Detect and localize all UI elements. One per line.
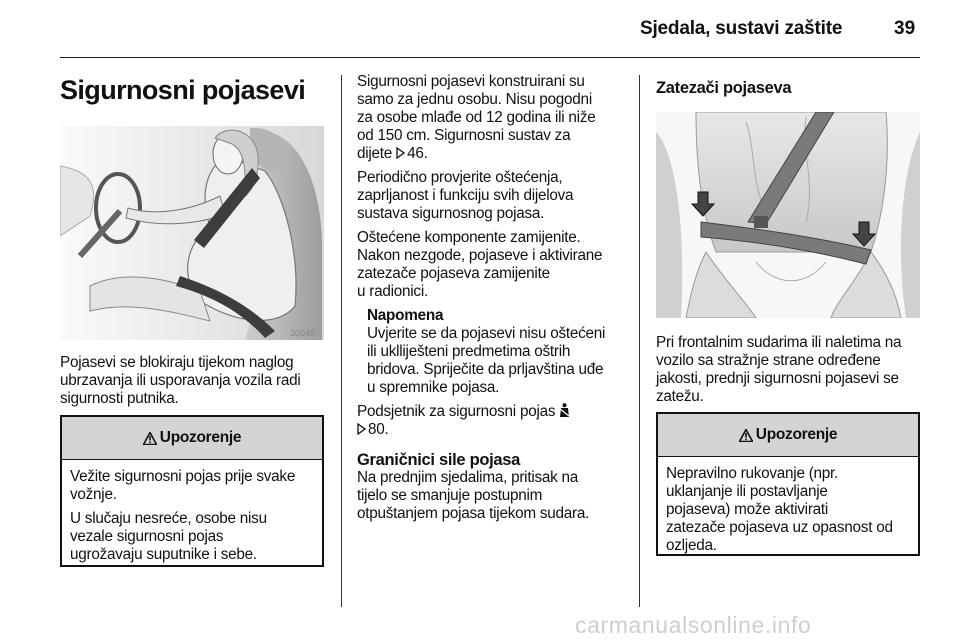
text-line: Nakon nezgode, pojaseve i aktivirane (357, 247, 603, 264)
text-line: Podsjetnik za sigurnosni pojas (357, 403, 556, 420)
text-line: ugrožavaju suputnike i sebe. (70, 546, 257, 563)
text-line: bridova. Spriječite da prljavština uđe (367, 361, 604, 378)
section-heading: Sigurnosni pojasevi (60, 75, 306, 105)
text-line: pojaseva) može aktivirati (666, 501, 829, 518)
warning-header (658, 414, 918, 457)
warning-title: Upozorenje (159, 429, 242, 446)
text-line: od 150 cm. Sigurnosni sustav za (357, 127, 571, 144)
text-line: vožnje. (70, 486, 117, 503)
page-reference-arrow-icon (357, 423, 366, 435)
warning-box-left (60, 415, 324, 567)
text-line: vozilo sa stražnje strane određene (656, 352, 881, 369)
column-divider-left (341, 75, 342, 607)
text-line: Vežite sigurnosni pojas prije svake (70, 468, 296, 485)
text-line: Pri frontalnim sudarima ili naletima na (656, 334, 902, 351)
warning-title: Upozorenje (755, 426, 838, 443)
text-line: jakosti, prednji sigurnosni pojasevi se (656, 370, 899, 387)
text-line: vezale sigurnosni pojas (70, 528, 224, 545)
paragraph-replace (357, 229, 637, 301)
warning-box-right (656, 412, 920, 556)
paragraph-reminder (357, 403, 637, 439)
text-line: uklanjanje ili postavljanje (666, 483, 828, 500)
seatbelt-reminder-icon (559, 403, 570, 418)
text-line: zatežu. (656, 388, 704, 405)
text-line: zaprljanost i funkciju svih dijelova (357, 187, 574, 204)
warning-body (62, 460, 322, 578)
text-line: ozljeda. (666, 537, 717, 554)
text-line: Periodično provjerite oštećenja, (357, 169, 563, 186)
text-line: dijete (357, 145, 393, 162)
warning-triangle-icon (143, 432, 157, 445)
text-line: Uvjerite se da pojasevi nisu oštećeni (367, 325, 606, 342)
page-reference-arrow-icon (396, 147, 405, 159)
belt-pretensioner-drawing (656, 112, 920, 318)
warning-triangle-icon (739, 429, 753, 442)
subheading-force-limiters: Graničnici sile pojasa (357, 451, 521, 469)
page-reference[interactable]: 80. (368, 421, 389, 438)
pretensioner-illustration (656, 112, 920, 318)
note-title: Napomena (367, 307, 444, 324)
text-line: Nepravilno rukovanje (npr. (666, 465, 839, 482)
paragraph-force-limiters (357, 469, 637, 523)
warning-body (658, 457, 918, 563)
paragraph-usage (357, 73, 637, 163)
watermark: carmanualsonline.info (575, 612, 812, 638)
text-line: Oštećene komponente zamijenite. (357, 229, 581, 246)
running-header-title: Sjedala, sustavi zaštite (640, 18, 843, 39)
warning-paragraph (70, 510, 314, 564)
seatbelt-illustration (60, 126, 324, 340)
text-line: U slučaju nesreće, osobe nisu (70, 510, 267, 527)
header-rule (60, 57, 920, 58)
text-line: tijelo se smanjuje postupnim (357, 487, 543, 504)
text-line: zatezače pojaseva uz opasnost od (666, 519, 893, 536)
text-line: samo za jednu osobu. Nisu pogodni (357, 91, 592, 108)
text-line: za osobe mlađe od 12 godina ili niže (357, 109, 596, 126)
middle-column-text (357, 73, 637, 529)
text-line: otpuštanjem pojasa tijekom sudara. (357, 505, 590, 522)
text-line: sustava sigurnosnog pojasa. (357, 205, 545, 222)
page-reference[interactable]: 46. (407, 145, 428, 162)
paragraph-inspect (357, 169, 637, 223)
warning-paragraph (70, 468, 314, 504)
text-line: ubrzavanja ili usporavanja vozila radi (60, 372, 301, 389)
text-line: u radionici. (357, 283, 428, 300)
text-line: zatezače pojaseva zamijenite (357, 265, 550, 282)
intro-paragraph (60, 354, 330, 408)
pretensioner-paragraph (656, 334, 928, 406)
text-line: Sigurnosni pojasevi konstruirani su (357, 73, 585, 90)
driver-seatbelt-drawing (60, 126, 324, 340)
text-line: ili uklliješteni predmetima oštrih (367, 343, 571, 360)
text-line: Pojasevi se blokiraju tijekom naglog (60, 354, 294, 371)
image-code: 30049 (290, 328, 316, 338)
column-divider-right (639, 75, 640, 607)
warning-header (62, 417, 322, 460)
page-number: 39 (894, 18, 916, 39)
subheading-pretensioners: Zatezači pojaseva (656, 79, 792, 97)
text-line: u spremnike pojasa. (367, 379, 500, 396)
text-line: sigurnosti putnika. (60, 390, 179, 407)
note-block (357, 307, 637, 397)
text-line: Na prednjim sjedalima, pritisak na (357, 469, 579, 486)
